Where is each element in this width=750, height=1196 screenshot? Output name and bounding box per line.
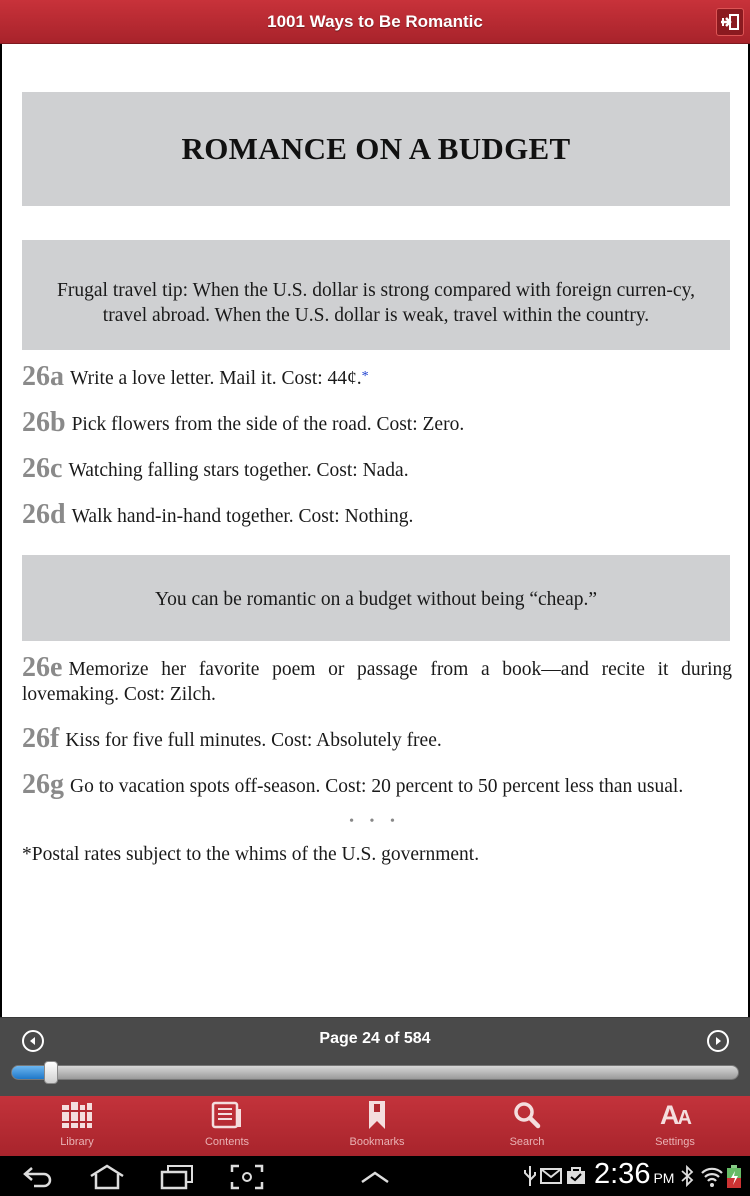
search-icon (513, 1101, 541, 1129)
tip-text: Frugal travel tip: When the U.S. dollar is strong compared with foreign curren-cy, travel abroad. When the U.S. dollar is weak, travel within the country. (57, 280, 695, 326)
section-separator: • • • (349, 814, 401, 829)
item-text: Watching falling stars together. Cost: Nada. (68, 460, 409, 481)
item-number: 26c (22, 453, 63, 484)
item-number: 26f (22, 723, 60, 754)
title-bar (0, 0, 750, 44)
exit-icon (720, 13, 740, 31)
bookmarks-button[interactable] (302, 1096, 452, 1156)
list-item (22, 652, 732, 707)
book-page[interactable] (2, 44, 748, 1017)
list-item (22, 723, 732, 754)
quote-box (22, 555, 730, 641)
tip-box (22, 240, 730, 350)
item-number: 26e (22, 652, 63, 683)
library-label: Library (60, 1136, 94, 1148)
item-number: 26a (22, 361, 64, 392)
bookmarks-label: Bookmarks (349, 1136, 405, 1148)
search-button[interactable] (452, 1096, 602, 1156)
exit-button[interactable] (716, 8, 744, 36)
back-icon[interactable] (22, 1164, 54, 1188)
chapter-heading-box (22, 92, 730, 206)
clock-time: 2:36 (594, 1158, 651, 1190)
chevron-right-icon (713, 1036, 723, 1046)
list-item (22, 361, 732, 392)
library-icon (61, 1101, 93, 1129)
item-text: Pick flowers from the side of the road. Cost: Zero. (71, 414, 465, 435)
wifi-icon (700, 1164, 724, 1188)
page-indicator: Page 24 of 584 (319, 1030, 431, 1047)
library-button[interactable] (2, 1096, 152, 1156)
recent-apps-icon[interactable] (160, 1164, 194, 1190)
page-slider-handle[interactable] (44, 1061, 58, 1084)
item-text: Kiss for five full minutes. Cost: Absolutely free. (65, 730, 442, 751)
item-text: Walk hand-in-hand together. Cost: Nothing. (71, 506, 414, 527)
clock-ampm: PM (653, 1170, 675, 1186)
footnote-link[interactable]: * (361, 369, 369, 384)
contents-button[interactable] (152, 1096, 302, 1156)
font-size-icon: AA (660, 1099, 690, 1130)
item-number: 26g (22, 769, 64, 800)
usb-icon (522, 1164, 538, 1188)
battery-icon (726, 1164, 742, 1190)
item-number: 26d (22, 499, 66, 530)
settings-button[interactable] (600, 1096, 750, 1156)
contents-label: Contents (204, 1136, 250, 1148)
quote-text: You can be romantic on a budget without being “cheap.” (154, 589, 598, 610)
list-item (22, 407, 732, 438)
next-page-button[interactable] (707, 1030, 729, 1052)
footnote: *Postal rates subject to the whims of the U.S. government. (22, 844, 480, 865)
email-icon (540, 1167, 564, 1185)
home-icon[interactable] (88, 1164, 126, 1190)
item-number: 26b (22, 407, 66, 438)
item-text: Memorize her favorite poem or passage from a book—and recite it during lovemaking. Cost: Zilch. (22, 659, 732, 705)
page-navigation-bar (0, 1017, 750, 1096)
page-slider[interactable] (11, 1065, 739, 1080)
app-title: 1001 Ways to Be Romantic (267, 12, 483, 31)
search-label: Search (509, 1136, 545, 1148)
screenshot-icon[interactable] (230, 1164, 264, 1190)
item-text: Go to vacation spots off-season. Cost: 20 percent to 50 percent less than usual. (70, 776, 684, 797)
item-text: Write a love letter. Mail it. Cost: 44¢. (70, 368, 362, 389)
chapter-heading: ROMANCE ON A BUDGET (181, 131, 571, 166)
settings-label: Settings (655, 1136, 695, 1148)
shopping-bag-icon (566, 1165, 586, 1185)
system-navigation-bar (0, 1156, 750, 1196)
bookmark-icon (367, 1100, 387, 1130)
clock (594, 1158, 674, 1191)
list-item (22, 769, 732, 800)
bottom-toolbar (0, 1096, 750, 1156)
up-arrow-icon[interactable] (360, 1170, 390, 1184)
list-item (22, 453, 732, 484)
contents-icon (211, 1101, 243, 1129)
list-item (22, 499, 732, 530)
bluetooth-icon (680, 1164, 694, 1188)
